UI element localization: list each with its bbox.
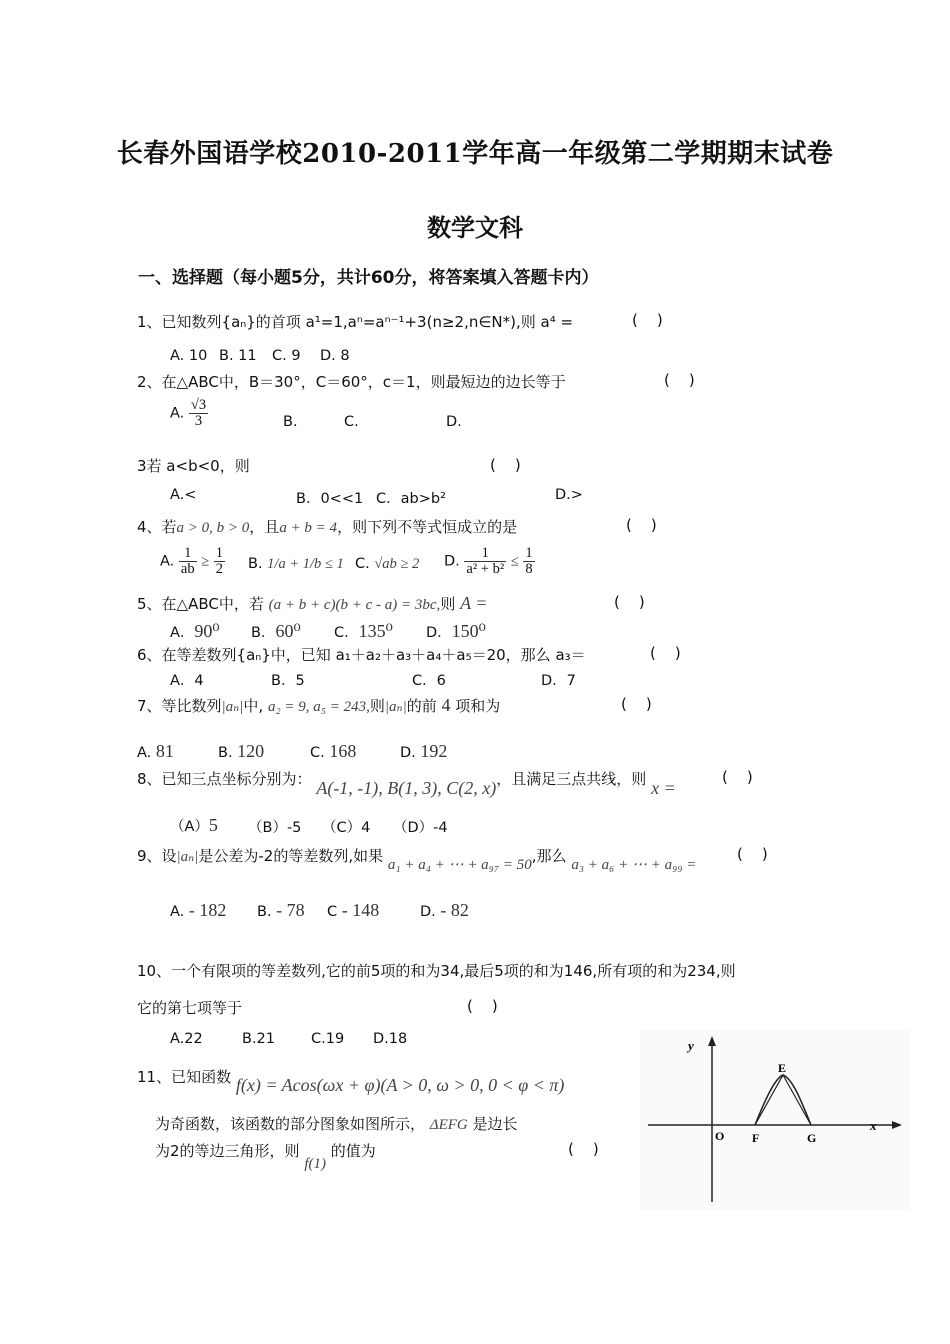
q11-graph-figure [640, 1030, 910, 1210]
q4-condition-1: a > 0, b > 0 [176, 520, 250, 536]
q7-option-c [310, 741, 356, 762]
q3-option-b: B．0<<1 [296, 491, 364, 507]
question-2-stem: 2、在△ABC中，B＝30°，C＝60°，c＝1，则最短边的边长等于 [137, 373, 566, 391]
q7-option-b [218, 741, 264, 762]
q4-option-b-label: B. [248, 556, 263, 572]
q3-option-d: D.> [555, 487, 583, 503]
option-value: - 148 [341, 900, 380, 920]
q7-stem-mid2: 则 [369, 697, 385, 715]
question-5-stem [137, 593, 487, 614]
answer-paren: ( ) [650, 644, 681, 662]
option-value: 5 [208, 815, 218, 835]
option-label: C． [334, 625, 359, 641]
q2-option-a-fraction [189, 398, 208, 429]
q5-option-a [170, 621, 220, 642]
exam-title: 长春外国语学校2010-2011学年高一年级第二学期期末试卷 [116, 139, 834, 169]
q5-target: A = [460, 593, 488, 613]
q7-option-a [137, 741, 174, 762]
fraction [179, 546, 197, 577]
q3-option-c: C．ab>b² [376, 491, 446, 507]
answer-paren: ( ) [621, 695, 652, 713]
question-3-stem: 3若 a<b<0，则 [137, 457, 250, 475]
q8-option-b: （B）-5 [248, 820, 302, 836]
q7-condition: a₂ = 9, a₅ = 243, [267, 699, 370, 715]
q9-stem-mid2: ,那么 [531, 847, 567, 865]
q10-option-b: B.21 [242, 1031, 276, 1047]
option-label: A． [170, 625, 195, 641]
option-value: 150⁰ [451, 621, 486, 641]
question-10-line-1: 10、一个有限项的等差数列,它的前5项的和为34,最后5项的和为146,所有项的和为234,则 [137, 962, 736, 980]
q4-option-c-expr: √ab ≥ 2 [374, 556, 420, 572]
q2-option-c: C. [344, 414, 359, 430]
option-value: 60⁰ [275, 621, 301, 641]
q4-option-a [160, 546, 225, 577]
point-f-label: F [752, 1131, 760, 1145]
fraction-numerator: 1 [525, 545, 533, 561]
q11-function: f(x) = Acos(ωx + φ)(A > 0, ω > 0, 0 < φ < π) [235, 1075, 565, 1095]
q9-target: a₃ + a₆ + ⋯ + a₉₉ = [571, 857, 697, 873]
question-10-line-2: 它的第七项等于 [137, 999, 243, 1017]
question-11-line-3 [155, 1140, 376, 1172]
option-value: 168 [329, 741, 357, 761]
q4-option-d-label: D. [444, 553, 460, 570]
q10-option-d: D.18 [373, 1031, 408, 1047]
q7-stem-post: 的前 [406, 697, 437, 715]
option-label: A. [170, 904, 185, 920]
q8-option-a [170, 815, 218, 836]
q11-line3-pre: 为2的等边三角形，则 [155, 1142, 300, 1160]
option-label: D. [400, 745, 416, 761]
question-7-stem [137, 695, 500, 716]
question-11-stem [137, 1066, 565, 1095]
fraction-numerator: √3 [190, 397, 207, 413]
q8-stem-pre: 8、已知三点坐标分别为： [137, 770, 312, 788]
fraction-denominator: ab [180, 561, 195, 578]
q9-option-b [257, 900, 305, 921]
q4-stem-mid: ，且 [249, 518, 280, 536]
option-value: - 182 [188, 900, 227, 920]
q11-line2-post: 是边长 [472, 1115, 518, 1133]
q10-option-c: C.19 [311, 1031, 345, 1047]
q2-option-d: D. [446, 414, 462, 430]
q2-option-a [170, 398, 208, 429]
relation: ≥ [201, 553, 210, 570]
q4-condition-2: a + b = 4 [279, 520, 338, 536]
q4-stem-pre: 4、若 [137, 518, 177, 536]
q1-option-a: A. 10 [170, 348, 208, 364]
q5-option-c [334, 621, 393, 642]
q4-option-c-label: C. [355, 556, 370, 572]
fraction-denominator: 3 [194, 413, 203, 430]
question-8-stem [137, 768, 676, 798]
q4-option-b-expr: 1/a + 1/b ≤ 1 [267, 556, 344, 572]
q4-option-a-label: A. [160, 553, 175, 570]
q6-option-b: B．5 [271, 673, 305, 689]
q5-option-d [426, 621, 486, 642]
q8-option-c: （C）4 [322, 820, 371, 836]
option-label: D. [420, 904, 436, 920]
q7-sequence: |aₙ| [221, 699, 244, 715]
fraction [464, 546, 506, 577]
q7-sequence: |aₙ| [384, 699, 407, 715]
answer-paren: ( ) [664, 371, 695, 389]
option-label: C [327, 904, 338, 920]
q4-option-c [355, 556, 419, 573]
fraction-numerator: 1 [179, 546, 197, 562]
q9-condition: a₁ + a₄ + ⋯ + a₉₇ = 50 [387, 857, 532, 873]
q9-stem-mid: 是公差为-2的等差数列,如果 [198, 847, 384, 865]
option-label: D． [426, 625, 452, 641]
q11-triangle: ΔEFG [429, 1117, 468, 1133]
q11-line3-post: 的值为 [330, 1142, 376, 1160]
q4-option-d [444, 546, 535, 577]
fraction-numerator: 1 [464, 546, 506, 562]
q8-points: A(-1, -1), B(1, 3), C(2, x) [316, 778, 497, 798]
q7-option-d [400, 741, 447, 762]
point-e-label: E [778, 1061, 787, 1075]
q6-option-d: D．7 [541, 673, 576, 689]
q4-stem-post: ，则下列不等式恒成立的是 [337, 518, 518, 536]
q7-stem-mid: 中, [243, 697, 264, 715]
answer-paren: ( ) [490, 456, 521, 474]
option-value: 90⁰ [194, 621, 220, 641]
q11-line2-pre: 为奇函数，该函数的部分图象如图所示， [155, 1115, 426, 1133]
q9-option-a [170, 900, 226, 921]
option-label: B. [257, 904, 272, 920]
x-axis-label: x [870, 1118, 877, 1133]
y-axis-label: y [688, 1038, 694, 1053]
question-9-stem [137, 845, 697, 873]
q5-stem-pre: 5、在△ABC中，若 [137, 595, 264, 613]
q6-option-c: C．6 [412, 673, 446, 689]
fraction-numerator: 1 [215, 545, 224, 561]
q8-stem-post: ，且满足三点共线，则 [496, 770, 647, 788]
answer-paren: ( ) [737, 845, 768, 863]
question-11-line-2 [155, 1113, 518, 1134]
q9-stem-pre: 9、设 [137, 847, 177, 865]
q4-option-b [248, 556, 344, 573]
option-label: C. [310, 745, 325, 761]
answer-paren: ( ) [626, 516, 657, 534]
option-value: 120 [237, 741, 265, 761]
q2-option-a-label: A. [170, 405, 185, 422]
fraction-denominator: 8 [525, 561, 533, 578]
q1-option-c: C. 9 [272, 348, 301, 364]
option-label: A. [137, 745, 152, 761]
q8-option-d: （D）-4 [393, 820, 448, 836]
option-label: B． [251, 625, 276, 641]
q2-option-b: B. [283, 414, 298, 430]
fraction [523, 546, 534, 577]
answer-paren: ( ) [632, 311, 663, 329]
q6-option-a: A．4 [170, 673, 204, 689]
point-g-label: G [807, 1131, 817, 1145]
q11-stem-pre: 11、已知函数 [137, 1068, 232, 1086]
option-value: - 78 [276, 900, 305, 920]
q9-sequence: |aₙ| [176, 849, 199, 865]
q1-option-b: B. 11 [219, 348, 257, 364]
option-label: B. [218, 745, 233, 761]
origin-label: O [715, 1129, 725, 1143]
q5-option-b [251, 621, 301, 642]
q8-target: x = [651, 778, 676, 798]
answer-paren: ( ) [568, 1140, 599, 1158]
question-4-stem [137, 516, 517, 537]
option-value: - 82 [440, 900, 469, 920]
q9-option-d [420, 900, 469, 921]
option-value: 135⁰ [358, 621, 393, 641]
fraction-denominator: a² + b² [466, 561, 505, 578]
answer-paren: ( ) [467, 997, 498, 1015]
q3-option-a: A.< [170, 487, 197, 503]
q1-option-d: D. 8 [320, 348, 350, 364]
option-value: 81 [155, 741, 174, 761]
q5-expression: (a + b + c)(b + c - a) = 3bc, [268, 597, 441, 613]
q9-option-c [327, 900, 379, 921]
q11-f1: f(1) [304, 1156, 326, 1172]
answer-paren: ( ) [614, 593, 645, 611]
question-6-stem: 6、在等差数列{aₙ}中，已知 a₁＋a₂＋a₃＋a₄＋a₅＝20，那么 a₃＝ [137, 646, 586, 664]
exam-subtitle: 数学文科 [427, 213, 523, 242]
question-1-stem: 1、已知数列{aₙ}的首项 a¹=1,aⁿ=aⁿ⁻¹+3(n≥2,n∈N*),则 a⁴ = [137, 313, 574, 331]
option-label: （A） [170, 819, 209, 835]
option-value: 192 [420, 741, 448, 761]
q7-stem-pre: 7、等比数列 [137, 697, 222, 715]
answer-paren: ( ) [722, 768, 753, 786]
q5-stem-post: 则 [440, 595, 456, 613]
q10-option-a: A.22 [170, 1031, 203, 1047]
fraction [214, 546, 225, 577]
relation: ≤ [510, 553, 519, 570]
section-heading: 一、选择题（每小题5分，共计60分，将答案填入答题卡内） [138, 268, 599, 288]
q7-stem-end: 项和为 [455, 697, 501, 715]
fraction-denominator: 2 [215, 561, 224, 578]
q7-term-count: 4 [441, 695, 451, 715]
